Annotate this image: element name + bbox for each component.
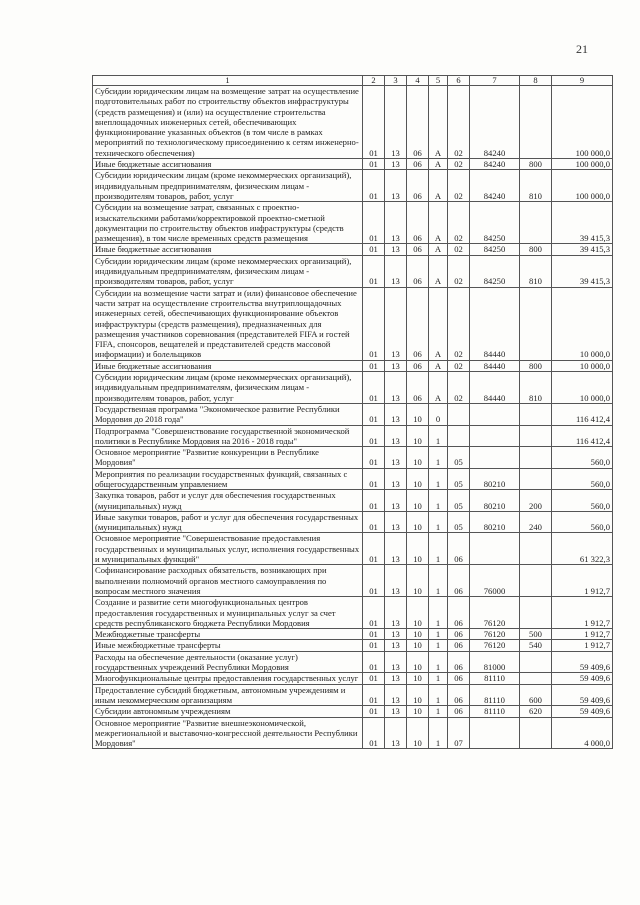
row-code-cell: 06 (448, 684, 470, 706)
row-code-cell: 13 (385, 533, 407, 565)
row-name-cell: Предоставление субсидий бюджетным, автономным учреждениям и иным некоммерческим организациям (93, 684, 363, 706)
row-code-cell: 01 (363, 717, 385, 749)
row-code-cell: 10 (407, 490, 429, 512)
row-code-cell: 06 (407, 287, 429, 360)
row-code-cell: 1 (429, 629, 448, 640)
row-code-cell: 80210 (470, 511, 520, 533)
row-code-cell: 01 (363, 673, 385, 684)
row-code-cell: 02 (448, 360, 470, 371)
row-code-cell: 01 (363, 565, 385, 597)
table-row (93, 255, 613, 287)
row-code-cell: 10 (407, 533, 429, 565)
row-amount-cell: 100 000,0 (552, 170, 613, 202)
row-code-cell: 13 (385, 244, 407, 255)
row-name-cell: Субсидии юридическим лицам (кроме некоммерческих организаций), индивидуальным предпринимателям, физическим лицам - производителям товаров, работ, услуг (93, 372, 363, 404)
row-code-cell: 02 (448, 287, 470, 360)
row-code-cell: 620 (520, 706, 552, 717)
row-code-cell: 1 (429, 425, 448, 447)
table-body (93, 86, 613, 749)
row-code-cell (520, 86, 552, 159)
row-code-cell: А (429, 255, 448, 287)
table-row (93, 684, 613, 706)
row-code-cell: 81110 (470, 673, 520, 684)
row-code-cell: 540 (520, 640, 552, 651)
row-name-cell: Субсидии юридическим лицам на возмещение затрат на осуществление подготовительных работ по строительству объектов инфраструктуры (средств размещения) и (или) на осуществление строительства внеплощадочных инженерных сетей, обеспечивающих функционирование указанных объектов (в том числе в рамках мероприятий по технологическому присоединению к сетям инженерно-технического обеспечения) (93, 86, 363, 159)
row-code-cell: 800 (520, 360, 552, 371)
row-name-cell: Подпрограмма "Совершенствование государственной экономической политики в Республике Мордовия на 2016 - 2018 годы" (93, 425, 363, 447)
row-code-cell: А (429, 170, 448, 202)
row-name-cell: Иные бюджетные ассигнования (93, 159, 363, 170)
row-code-cell: 81110 (470, 706, 520, 717)
row-code-cell: 01 (363, 403, 385, 425)
row-code-cell: 05 (448, 468, 470, 490)
table-row (93, 468, 613, 490)
row-code-cell: 01 (363, 511, 385, 533)
row-code-cell: 13 (385, 684, 407, 706)
row-code-cell (470, 717, 520, 749)
row-amount-cell: 100 000,0 (552, 86, 613, 159)
row-amount-cell: 116 412,4 (552, 403, 613, 425)
row-code-cell: 13 (385, 447, 407, 469)
table-row (93, 673, 613, 684)
row-code-cell: 01 (363, 533, 385, 565)
row-code-cell: 06 (407, 170, 429, 202)
row-amount-cell: 1 912,7 (552, 640, 613, 651)
row-code-cell: 800 (520, 244, 552, 255)
table-row (93, 533, 613, 565)
row-code-cell: 01 (363, 684, 385, 706)
row-name-cell: Основное мероприятие "Развитие внешнеэкономической, межрегиональной и выставочно-конгрессной деятельности Республики Мордовия" (93, 717, 363, 749)
column-header: 4 (407, 76, 429, 86)
row-code-cell (520, 651, 552, 673)
table-row (93, 159, 613, 170)
row-code-cell: 13 (385, 717, 407, 749)
table-row (93, 425, 613, 447)
table-row (93, 651, 613, 673)
row-code-cell: 02 (448, 170, 470, 202)
row-code-cell: А (429, 287, 448, 360)
row-name-cell: Иные закупки товаров, работ и услуг для обеспечения государственных (муниципальных) нужд (93, 511, 363, 533)
row-name-cell: Расходы на обеспечение деятельности (оказание услуг) государственных учреждений Республики Мордовия (93, 651, 363, 673)
row-code-cell (448, 403, 470, 425)
row-code-cell: 06 (448, 640, 470, 651)
row-code-cell: А (429, 86, 448, 159)
row-code-cell: 84440 (470, 287, 520, 360)
row-code-cell: 810 (520, 170, 552, 202)
table-row (93, 372, 613, 404)
row-code-cell: 10 (407, 629, 429, 640)
row-code-cell: 10 (407, 511, 429, 533)
table-row (93, 360, 613, 371)
row-name-cell: Иные бюджетные ассигнования (93, 360, 363, 371)
row-amount-cell: 1 912,7 (552, 597, 613, 629)
row-code-cell: 10 (407, 717, 429, 749)
table-row (93, 403, 613, 425)
table-row (93, 511, 613, 533)
row-code-cell: 76120 (470, 640, 520, 651)
column-header: 8 (520, 76, 552, 86)
row-code-cell: 600 (520, 684, 552, 706)
row-code-cell: 06 (407, 159, 429, 170)
row-code-cell: 06 (448, 565, 470, 597)
table-row (93, 706, 613, 717)
row-code-cell: 84250 (470, 244, 520, 255)
table-row (93, 490, 613, 512)
row-code-cell: А (429, 202, 448, 244)
row-code-cell: 13 (385, 202, 407, 244)
row-code-cell (520, 403, 552, 425)
row-code-cell: 01 (363, 597, 385, 629)
column-header: 9 (552, 76, 613, 86)
row-code-cell: 02 (448, 372, 470, 404)
row-code-cell: 1 (429, 673, 448, 684)
row-code-cell: 01 (363, 202, 385, 244)
table-row (93, 244, 613, 255)
table-row (93, 287, 613, 360)
row-code-cell: 06 (407, 244, 429, 255)
row-amount-cell: 39 415,3 (552, 255, 613, 287)
row-code-cell: А (429, 372, 448, 404)
row-code-cell: 10 (407, 706, 429, 717)
row-code-cell: 10 (407, 640, 429, 651)
row-code-cell: 01 (363, 629, 385, 640)
row-code-cell: 13 (385, 597, 407, 629)
row-code-cell (520, 425, 552, 447)
row-amount-cell: 560,0 (552, 511, 613, 533)
table-row (93, 565, 613, 597)
row-code-cell: 13 (385, 468, 407, 490)
row-code-cell: 01 (363, 640, 385, 651)
row-code-cell: 02 (448, 159, 470, 170)
row-code-cell: 81000 (470, 651, 520, 673)
row-code-cell: 01 (363, 468, 385, 490)
row-code-cell: 01 (363, 447, 385, 469)
row-code-cell (520, 202, 552, 244)
table-row (93, 447, 613, 469)
row-code-cell (448, 425, 470, 447)
row-code-cell (520, 565, 552, 597)
row-code-cell: 13 (385, 706, 407, 717)
table-row (93, 629, 613, 640)
row-code-cell: 84250 (470, 202, 520, 244)
row-code-cell: 1 (429, 597, 448, 629)
row-amount-cell: 59 409,6 (552, 673, 613, 684)
row-code-cell: 84240 (470, 86, 520, 159)
column-header: 7 (470, 76, 520, 86)
row-code-cell: 200 (520, 490, 552, 512)
column-header: 3 (385, 76, 407, 86)
row-amount-cell: 1 912,7 (552, 629, 613, 640)
row-code-cell: 84250 (470, 255, 520, 287)
row-code-cell: 06 (448, 629, 470, 640)
row-code-cell (520, 287, 552, 360)
row-code-cell: А (429, 244, 448, 255)
page-number: 21 (576, 42, 588, 56)
row-amount-cell: 560,0 (552, 447, 613, 469)
row-code-cell: 06 (448, 597, 470, 629)
row-name-cell: Государственная программа "Экономическое развитие Республики Мордовия до 2018 года" (93, 403, 363, 425)
row-amount-cell: 116 412,4 (552, 425, 613, 447)
row-code-cell: 10 (407, 468, 429, 490)
row-code-cell: 1 (429, 490, 448, 512)
row-code-cell: 13 (385, 403, 407, 425)
row-code-cell: 07 (448, 717, 470, 749)
row-code-cell (520, 468, 552, 490)
row-code-cell: 01 (363, 255, 385, 287)
row-name-cell: Основное мероприятие "Развитие конкуренции в Республике Мордовия" (93, 447, 363, 469)
row-amount-cell: 39 415,3 (552, 202, 613, 244)
row-code-cell: 13 (385, 287, 407, 360)
row-name-cell: Субсидии автономным учреждениям (93, 706, 363, 717)
row-code-cell: 13 (385, 170, 407, 202)
row-code-cell: 84440 (470, 372, 520, 404)
row-code-cell: 84240 (470, 159, 520, 170)
row-code-cell: 13 (385, 360, 407, 371)
row-code-cell: 810 (520, 255, 552, 287)
row-code-cell (520, 597, 552, 629)
row-name-cell: Субсидии на возмещение затрат, связанных с проектно-изыскательскими работами/корректировкой проектно-сметной документации по строительству объектов инфраструктуры (средств размещения), в том числе временных средств размещения (93, 202, 363, 244)
row-code-cell (520, 447, 552, 469)
row-amount-cell: 560,0 (552, 490, 613, 512)
row-amount-cell: 4 000,0 (552, 717, 613, 749)
row-amount-cell: 59 409,6 (552, 706, 613, 717)
row-code-cell: 06 (448, 673, 470, 684)
row-code-cell: 80210 (470, 468, 520, 490)
row-code-cell: 01 (363, 425, 385, 447)
row-code-cell: 76120 (470, 629, 520, 640)
row-code-cell: 13 (385, 673, 407, 684)
row-amount-cell: 10 000,0 (552, 372, 613, 404)
row-name-cell: Многофункциональные центры предоставления государственных услуг (93, 673, 363, 684)
row-amount-cell: 39 415,3 (552, 244, 613, 255)
row-code-cell: 1 (429, 651, 448, 673)
row-amount-cell: 10 000,0 (552, 360, 613, 371)
row-code-cell: 1 (429, 447, 448, 469)
row-code-cell: 76000 (470, 565, 520, 597)
row-amount-cell: 1 912,7 (552, 565, 613, 597)
row-code-cell: 01 (363, 159, 385, 170)
row-code-cell: 13 (385, 511, 407, 533)
row-code-cell: 06 (407, 86, 429, 159)
row-code-cell: 01 (363, 244, 385, 255)
row-code-cell (520, 533, 552, 565)
row-code-cell: 10 (407, 651, 429, 673)
row-code-cell: 13 (385, 159, 407, 170)
row-code-cell: 800 (520, 159, 552, 170)
row-name-cell: Субсидии юридическим лицам (кроме некоммерческих организаций), индивидуальным предпринимателям, физическим лицам - производителям товаров, работ, услуг (93, 255, 363, 287)
row-code-cell: 01 (363, 170, 385, 202)
row-code-cell: 05 (448, 490, 470, 512)
row-amount-cell: 59 409,6 (552, 684, 613, 706)
row-code-cell: 06 (448, 651, 470, 673)
row-code-cell: 1 (429, 640, 448, 651)
row-code-cell: 13 (385, 640, 407, 651)
row-code-cell: 13 (385, 629, 407, 640)
row-code-cell (470, 447, 520, 469)
row-code-cell: 10 (407, 565, 429, 597)
row-code-cell: 80210 (470, 490, 520, 512)
row-code-cell: 06 (407, 372, 429, 404)
row-code-cell: 01 (363, 651, 385, 673)
row-code-cell: 0 (429, 403, 448, 425)
row-name-cell: Создание и развитие сети многофункциональных центров предоставления государственных и муниципальных услуг за счет средств республиканского бюджета Республики Мордовия (93, 597, 363, 629)
row-amount-cell: 59 409,6 (552, 651, 613, 673)
row-name-cell: Основное мероприятие "Совершенствование предоставления государственных и муниципальных услуг, исполнения государственных и муниципальных функций" (93, 533, 363, 565)
row-code-cell: 01 (363, 490, 385, 512)
row-code-cell: 06 (407, 255, 429, 287)
row-code-cell: 02 (448, 244, 470, 255)
row-code-cell: 1 (429, 565, 448, 597)
row-code-cell: 1 (429, 706, 448, 717)
row-code-cell: 05 (448, 447, 470, 469)
row-code-cell: 06 (448, 533, 470, 565)
row-code-cell: 1 (429, 468, 448, 490)
row-code-cell: 06 (407, 202, 429, 244)
row-code-cell: 13 (385, 425, 407, 447)
row-code-cell: 1 (429, 511, 448, 533)
row-code-cell: 81110 (470, 684, 520, 706)
row-code-cell (470, 403, 520, 425)
row-name-cell: Закупка товаров, работ и услуг для обеспечения государственных (муниципальных) нужд (93, 490, 363, 512)
row-code-cell: 10 (407, 403, 429, 425)
row-code-cell: 02 (448, 202, 470, 244)
row-code-cell: 06 (407, 360, 429, 371)
row-code-cell (470, 425, 520, 447)
table-row (93, 640, 613, 651)
row-code-cell: 10 (407, 684, 429, 706)
row-code-cell: 13 (385, 651, 407, 673)
row-code-cell (470, 533, 520, 565)
row-code-cell: 01 (363, 372, 385, 404)
row-code-cell: 06 (448, 706, 470, 717)
row-code-cell: А (429, 360, 448, 371)
row-code-cell: 84240 (470, 170, 520, 202)
row-code-cell: 1 (429, 684, 448, 706)
row-code-cell: 13 (385, 490, 407, 512)
table-row (93, 202, 613, 244)
table-row (93, 170, 613, 202)
row-code-cell: 84440 (470, 360, 520, 371)
header-row (93, 76, 613, 86)
column-header: 5 (429, 76, 448, 86)
row-code-cell: 76120 (470, 597, 520, 629)
row-code-cell: 13 (385, 255, 407, 287)
row-code-cell: 10 (407, 425, 429, 447)
row-code-cell: 13 (385, 372, 407, 404)
column-header: 2 (363, 76, 385, 86)
row-name-cell: Субсидии на возмещение части затрат и (или) финансовое обеспечение части затрат на осуществление строительства внутриплощадочных инженерных сетей, обеспечивающих функционирование объектов инфраструктуры (средств размещения), предназначенных для размещения участников соревнования (представителей FIFA и гостей FIFA, спонсоров, вещателей и представителей средств массовой информации) и болельщиков (93, 287, 363, 360)
row-code-cell: 01 (363, 86, 385, 159)
row-name-cell: Иные межбюджетные трансферты (93, 640, 363, 651)
row-code-cell: 01 (363, 287, 385, 360)
budget-table (92, 75, 613, 749)
row-code-cell (520, 673, 552, 684)
row-name-cell: Субсидии юридическим лицам (кроме некоммерческих организаций), индивидуальным предпринимателям, физическим лицам - производителям товаров, работ, услуг (93, 170, 363, 202)
row-code-cell: 01 (363, 706, 385, 717)
row-code-cell: 10 (407, 597, 429, 629)
row-amount-cell: 560,0 (552, 468, 613, 490)
row-name-cell: Иные бюджетные ассигнования (93, 244, 363, 255)
row-code-cell: 1 (429, 717, 448, 749)
row-code-cell: 01 (363, 360, 385, 371)
row-name-cell: Межбюджетные трансферты (93, 629, 363, 640)
row-code-cell: 810 (520, 372, 552, 404)
row-code-cell: 240 (520, 511, 552, 533)
row-code-cell: 02 (448, 255, 470, 287)
row-code-cell: А (429, 159, 448, 170)
row-code-cell: 13 (385, 565, 407, 597)
table-row (93, 86, 613, 159)
row-code-cell: 13 (385, 86, 407, 159)
row-amount-cell: 61 322,3 (552, 533, 613, 565)
table-row (93, 717, 613, 749)
row-code-cell: 05 (448, 511, 470, 533)
row-name-cell: Софинансирование расходных обязательств, возникающих при выполнении полномочий органов местного самоуправления по вопросам местного значения (93, 565, 363, 597)
row-code-cell (520, 717, 552, 749)
row-code-cell: 10 (407, 447, 429, 469)
row-code-cell: 500 (520, 629, 552, 640)
row-code-cell: 10 (407, 673, 429, 684)
row-amount-cell: 10 000,0 (552, 287, 613, 360)
column-header: 1 (93, 76, 363, 86)
row-code-cell: 1 (429, 533, 448, 565)
row-amount-cell: 100 000,0 (552, 159, 613, 170)
row-name-cell: Мероприятия по реализации государственных функций, связанных с общегосударственным управлением (93, 468, 363, 490)
table-row (93, 597, 613, 629)
row-code-cell: 02 (448, 86, 470, 159)
column-header: 6 (448, 76, 470, 86)
